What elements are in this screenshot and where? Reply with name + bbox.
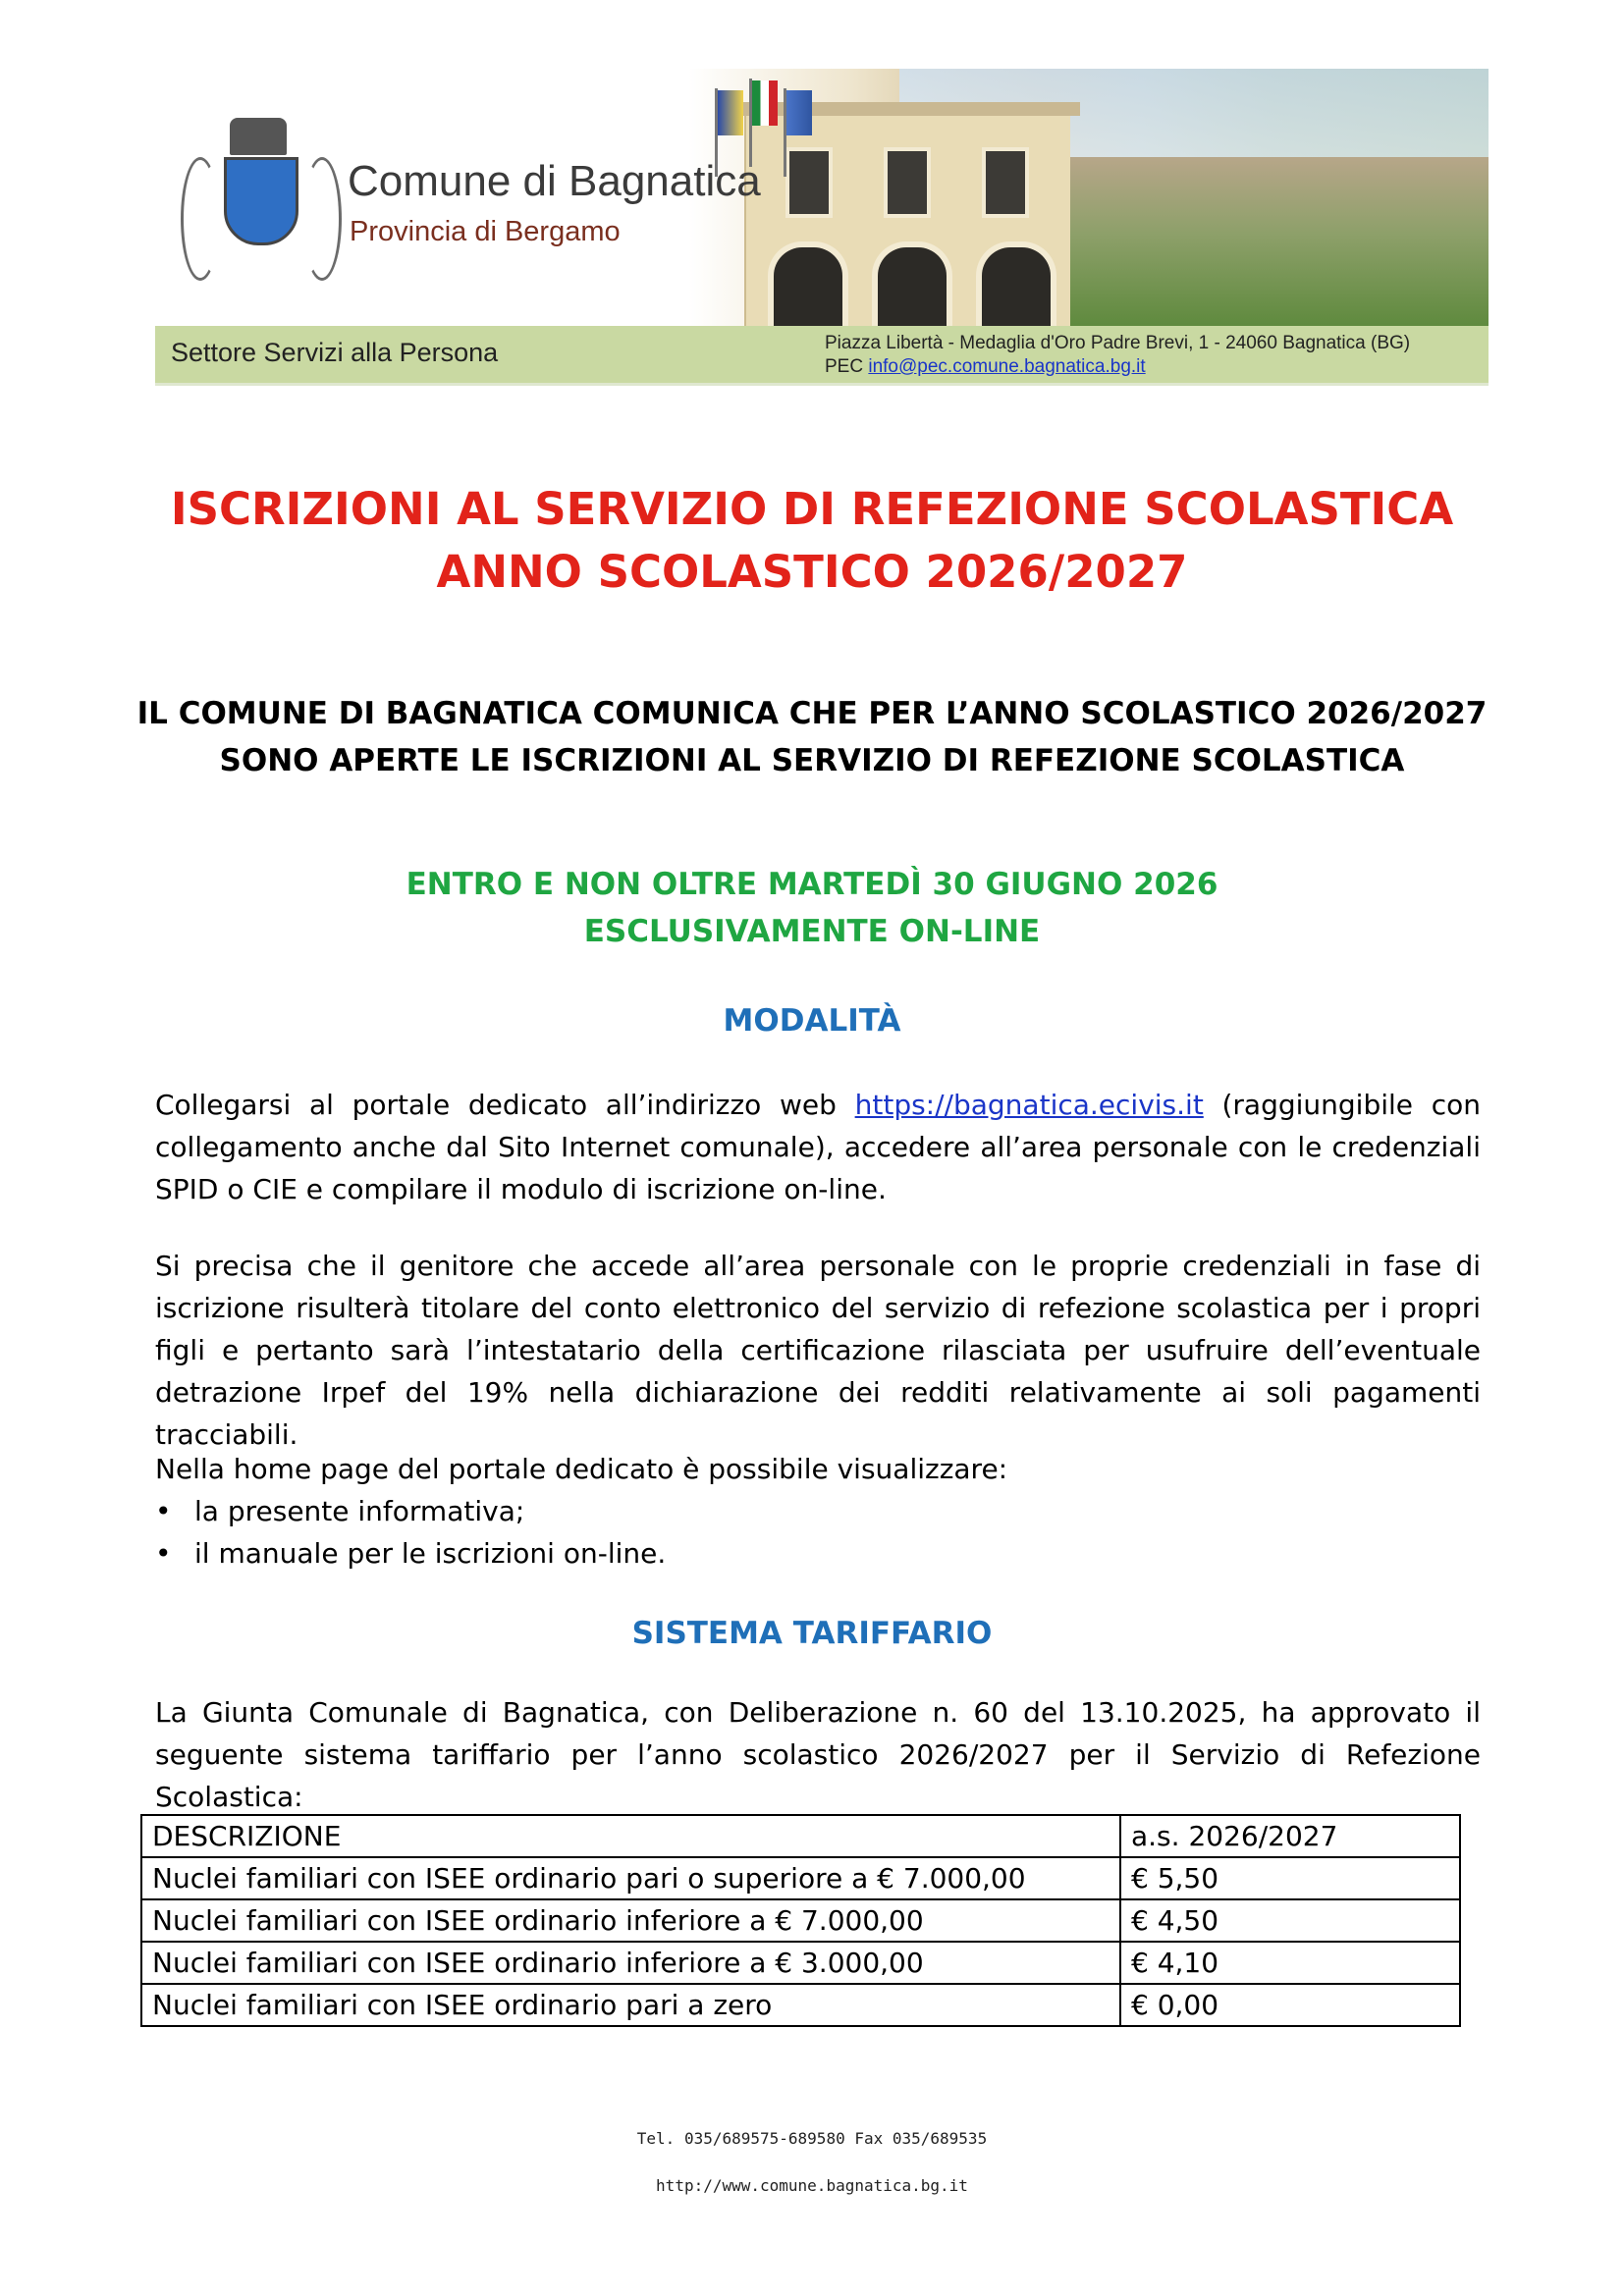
coat-of-arms-icon — [175, 98, 342, 314]
list-item: • la presente informativa; — [155, 1490, 524, 1532]
deadline-notice: ENTRO E NON OLTRE MARTEDÌ 30 GIUGNO 2026 ESCLUSIVAMENTE ON-LINE — [406, 867, 1218, 949]
portal-link[interactable]: https://bagnatica.ecivis.it — [854, 1089, 1204, 1121]
column-header: a.s. 2026/2027 — [1120, 1815, 1460, 1857]
page-title: ISCRIZIONI AL SERVIZIO DI REFEZIONE SCOLASTICA ANNO SCOLASTICO 2026/2027 — [170, 483, 1454, 598]
table-row — [141, 1984, 1460, 2026]
footer-website: http://www.comune.bagnatica.bg.it — [656, 2176, 968, 2195]
table-cell: € 4,50 — [1120, 1899, 1460, 1942]
modalita-heading: MODALITÀ — [723, 1003, 901, 1039]
table-cell: Nuclei familiari con ISEE ordinario pari o superiore a € 7.000,00 — [141, 1857, 1120, 1899]
footer-phone: Tel. 035/689575-689580 Fax 035/689535 — [636, 2129, 988, 2148]
table-cell: € 0,00 — [1120, 1984, 1460, 2026]
table-cell: Nuclei familiari con ISEE ordinario pari a zero — [141, 1984, 1120, 2026]
modalita-paragraph-2: Si precisa che il genitore che accede all’area personale con le proprie credenziali in fase di iscrizione risulterà titolare del conto elettronico del servizio di refezione scolastica per i propri figli e pertanto sarà l’intestatario della certificazione rilasciata per usufruire dell’eventuale detrazione Irpef del 19% nella dichiarazione dei redditi relativamente ai soli pagamenti tracciabili. — [155, 1250, 1481, 1451]
table-row — [141, 1899, 1460, 1942]
table-cell: Nuclei familiari con ISEE ordinario inferiore a € 7.000,00 — [141, 1899, 1120, 1942]
bullet-icon: • — [155, 1537, 172, 1570]
modalita-paragraph-1: Collegarsi al portale dedicato all’indirizzo web https://bagnatica.ecivis.it (raggiungibile con collegamento anche dal Sito Internet comunale), accedere all’area personale con le credenziali SPID o CIE e compilare il modulo di iscrizione on-line. — [155, 1089, 1481, 1205]
column-header: DESCRIZIONE — [141, 1815, 1120, 1857]
contact-strip — [155, 326, 1489, 386]
tariff-intro: La Giunta Comunale di Bagnatica, con Deliberazione n. 60 del 13.10.2025, ha approvato il seguente sistema tariffario per l’anno scolastico 2026/2027 per il Servizio di Refezione Scolastica: — [155, 1696, 1481, 1813]
bullet-icon: • — [155, 1495, 172, 1527]
municipality-name: Comune di Bagnatica — [348, 157, 761, 205]
letterhead — [155, 69, 1489, 388]
table-row — [141, 1857, 1460, 1899]
table-cell: € 5,50 — [1120, 1857, 1460, 1899]
modalita-paragraph-3: Nella home page del portale dedicato è possibile visualizzare: — [155, 1453, 1008, 1485]
tariff-table — [140, 1814, 1461, 2027]
department-name: Settore Servizi alla Persona — [171, 338, 499, 367]
table-header-row — [141, 1815, 1460, 1857]
town-hall-image — [744, 108, 1070, 326]
landscape-image — [998, 157, 1489, 326]
table-cell: € 4,10 — [1120, 1942, 1460, 1984]
announcement: IL COMUNE DI BAGNATICA COMUNICA CHE PER L’ANNO SCOLASTICO 2026/2027 SONO APERTE LE ISCRIZIONI AL SERVIZIO DI REFEZIONE SCOLASTICA — [136, 696, 1488, 778]
table-cell: Nuclei familiari con ISEE ordinario inferiore a € 3.000,00 — [141, 1942, 1120, 1984]
table-row — [141, 1942, 1460, 1984]
letterhead-banner — [155, 69, 1489, 326]
pec-email-link[interactable]: info@pec.comune.bagnatica.bg.it — [868, 356, 1146, 377]
address-block — [825, 332, 1410, 379]
province-name: Provincia di Bergamo — [350, 216, 621, 247]
list-item: • il manuale per le iscrizioni on-line. — [155, 1532, 666, 1575]
tariff-heading: SISTEMA TARIFFARIO — [631, 1616, 993, 1651]
pec-label: PEC — [825, 356, 864, 377]
address-text: Piazza Libertà - Medaglia d'Oro Padre Brevi, 1 - 24060 Bagnatica (BG) — [825, 333, 1411, 353]
